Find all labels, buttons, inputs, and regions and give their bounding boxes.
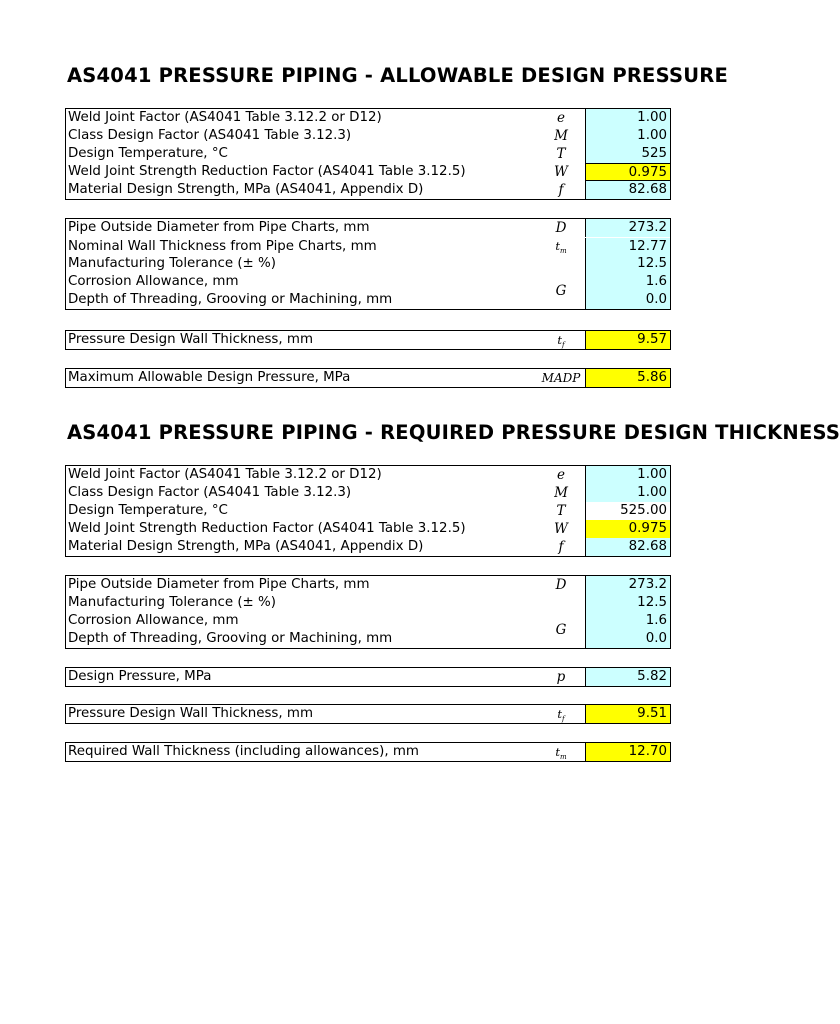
- row-label: Required Wall Thickness (including allowances), mm: [68, 744, 419, 759]
- row-symbol: MADP: [541, 371, 581, 385]
- table-row: [66, 668, 670, 686]
- row-label: Pipe Outside Diameter from Pipe Charts, mm: [68, 220, 370, 235]
- table-row: [66, 127, 670, 145]
- row-label: Weld Joint Factor (AS4041 Table 3.12.2 or D12): [68, 467, 382, 482]
- table-row: [66, 219, 670, 237]
- value-cell[interactable]: 9.51: [585, 705, 670, 723]
- value-cell[interactable]: 12.70: [585, 743, 670, 761]
- row-symbol: e: [557, 110, 565, 126]
- table-row: [66, 283, 670, 309]
- table-row: [66, 109, 670, 127]
- row-label: Maximum Allowable Design Pressure, MPa: [68, 370, 351, 385]
- value-cell[interactable]: 273.2: [585, 576, 670, 594]
- value-cell[interactable]: 82.68: [585, 538, 670, 556]
- section1-wall-table: [65, 330, 671, 350]
- value-cell[interactable]: 12.5: [585, 594, 670, 612]
- table-row: [66, 145, 670, 163]
- value-cell[interactable]: 1.6: [585, 273, 670, 291]
- table-row: [66, 369, 670, 387]
- row-label: Manufacturing Tolerance (± %): [68, 256, 276, 271]
- row-label: Weld Joint Factor (AS4041 Table 3.12.2 or D12): [68, 110, 382, 125]
- row-label: Pressure Design Wall Thickness, mm: [68, 332, 313, 347]
- row-label: Depth of Threading, Grooving or Machining, mm: [68, 631, 393, 646]
- table-row: [66, 466, 670, 484]
- section2-pressure-table: [65, 667, 671, 687]
- row-symbol: G: [555, 622, 567, 638]
- row-symbol: e: [557, 467, 565, 483]
- row-symbol: D: [555, 220, 567, 236]
- row-symbol: W: [554, 164, 568, 180]
- section2-wall-table: [65, 704, 671, 724]
- table-row: [66, 181, 670, 199]
- row-symbol: $t_f$: [557, 707, 565, 723]
- row-symbol: M: [554, 485, 568, 501]
- value-cell[interactable]: 1.00: [585, 127, 670, 145]
- row-symbol: M: [554, 128, 568, 144]
- value-cell[interactable]: 1.6: [585, 612, 670, 630]
- row-symbol: f: [558, 182, 564, 198]
- section1-madp-table: [65, 368, 671, 388]
- row-label: Material Design Strength, MPa (AS4041, Appendix D): [68, 539, 424, 554]
- row-symbol: T: [556, 503, 566, 519]
- value-cell[interactable]: 82.68: [585, 181, 670, 199]
- row-label: Corrosion Allowance, mm: [68, 274, 239, 289]
- row-label: Nominal Wall Thickness from Pipe Charts, mm: [68, 239, 377, 254]
- table-row: [66, 502, 670, 520]
- table-row: [66, 237, 670, 255]
- value-cell[interactable]: 0.0: [585, 630, 670, 648]
- table-row: [66, 576, 670, 594]
- table-row: [66, 163, 670, 181]
- section1-title: AS4041 PRESSURE PIPING - ALLOWABLE DESIGN PRESSURE: [67, 64, 728, 87]
- row-label: Pipe Outside Diameter from Pipe Charts, mm: [68, 577, 370, 592]
- value-cell[interactable]: 0.975: [585, 520, 670, 538]
- table-row: [66, 331, 670, 349]
- table-row: [66, 255, 670, 273]
- table-row: [66, 538, 670, 556]
- row-label: Class Design Factor (AS4041 Table 3.12.3): [68, 485, 352, 500]
- section1-pipe-table: [65, 218, 671, 310]
- row-label: Manufacturing Tolerance (± %): [68, 595, 276, 610]
- section1-factors-table: [65, 108, 671, 200]
- row-label: Design Pressure, MPa: [68, 669, 212, 684]
- row-symbol: f: [558, 539, 564, 555]
- row-symbol: $t_m$: [555, 745, 567, 761]
- row-label: Depth of Threading, Grooving or Machining, mm: [68, 292, 393, 307]
- value-cell[interactable]: 12.5: [585, 255, 670, 273]
- value-cell[interactable]: 5.86: [585, 369, 670, 387]
- table-row: [66, 484, 670, 502]
- row-label: Class Design Factor (AS4041 Table 3.12.3): [68, 128, 352, 143]
- value-cell[interactable]: 1.00: [585, 466, 670, 484]
- value-cell[interactable]: 1.00: [585, 109, 670, 127]
- row-symbol: p: [556, 669, 566, 685]
- value-cell[interactable]: 5.82: [585, 668, 670, 686]
- section2-required-table: [65, 742, 671, 762]
- value-cell[interactable]: 525: [585, 145, 670, 163]
- table-row: [66, 594, 670, 612]
- value-cell[interactable]: 0.0: [585, 291, 670, 309]
- row-label: Pressure Design Wall Thickness, mm: [68, 706, 313, 721]
- section2-factors-table: [65, 465, 671, 557]
- row-symbol: $t_m$: [555, 239, 567, 255]
- row-symbol: G: [555, 283, 567, 299]
- value-cell[interactable]: 1.00: [585, 484, 670, 502]
- section2-pipe-table: [65, 575, 671, 649]
- table-row: [66, 520, 670, 538]
- value-cell[interactable]: 12.77: [585, 238, 670, 256]
- table-row: [66, 622, 670, 648]
- row-label: Material Design Strength, MPa (AS4041, Appendix D): [68, 182, 424, 197]
- row-label: Design Temperature, °C: [68, 146, 228, 161]
- table-row: [66, 743, 670, 761]
- section2-title: AS4041 PRESSURE PIPING - REQUIRED PRESSURE DESIGN THICKNESS: [67, 421, 840, 444]
- row-label: Design Temperature, °C: [68, 503, 228, 518]
- row-label: Weld Joint Strength Reduction Factor (AS4041 Table 3.12.5): [68, 521, 466, 536]
- value-cell[interactable]: 273.2: [585, 219, 670, 237]
- value-cell[interactable]: 0.975: [585, 163, 670, 181]
- row-symbol: $t_f$: [557, 333, 565, 349]
- value-cell[interactable]: 9.57: [585, 331, 670, 349]
- row-symbol: W: [554, 521, 568, 537]
- row-label: Weld Joint Strength Reduction Factor (AS4041 Table 3.12.5): [68, 164, 466, 179]
- row-label: Corrosion Allowance, mm: [68, 613, 239, 628]
- value-cell[interactable]: 525.00: [585, 502, 670, 520]
- row-symbol: T: [556, 146, 566, 162]
- table-row: [66, 705, 670, 723]
- row-symbol: D: [555, 577, 567, 593]
